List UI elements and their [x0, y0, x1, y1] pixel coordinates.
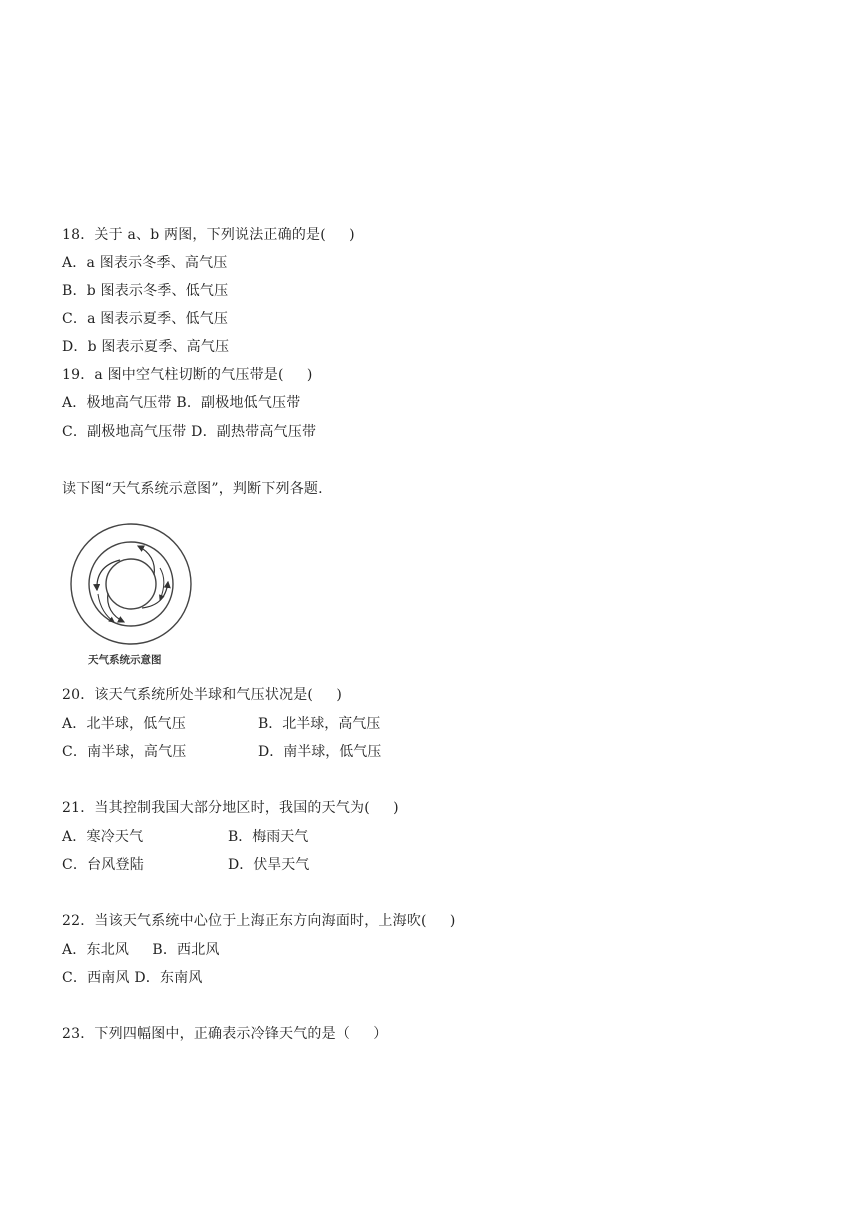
q18-option-a: A．a 图表示冬季、高气压 — [62, 255, 228, 271]
q22-stem: 22．当该天气系统中心位于上海正东方向海面时，上海吹( ) — [62, 913, 456, 929]
q21-option-b: B．梅雨天气 — [228, 829, 309, 845]
q18-stem: 18．关于 a、b 两图，下列说法正确的是( ) — [62, 227, 355, 243]
q19-stem: 19．a 图中空气柱切断的气压带是( ) — [62, 367, 313, 383]
middle-isobar — [89, 542, 173, 626]
q22-options-cd: C．西南风 D．东南风 — [62, 970, 203, 986]
weather-system-figure — [62, 518, 202, 668]
q19-options-ab: A．极地高气压带 B．副极地低气压带 — [62, 395, 301, 411]
q18-option-b: B．b 图表示冬季、低气压 — [62, 283, 229, 299]
q21-stem: 21．当其控制我国大部分地区时，我国的天气为( ) — [62, 800, 399, 816]
q21-option-d: D．伏旱天气 — [228, 857, 310, 873]
q20-option-a: A．北半球，低气压 — [62, 716, 186, 732]
q20-option-b: B．北半球，高气压 — [258, 716, 381, 732]
q20-option-c: C．南半球，高气压 — [62, 744, 187, 760]
figure-intro: 读下图“天气系统示意图”，判断下列各题. — [62, 481, 323, 497]
q20-stem: 20．该天气系统所处半球和气压状况是( ) — [62, 687, 342, 703]
q18-option-d: D．b 图表示夏季、高气压 — [62, 339, 230, 355]
q22-options-ab: A．东北风 B．西北风 — [62, 942, 220, 958]
q18-option-c: C．a 图表示夏季、低气压 — [62, 311, 229, 327]
q19-options-cd: C．副极地高气压带 D．副热带高气压带 — [62, 424, 317, 440]
q21-option-a: A．寒冷天气 — [62, 829, 144, 845]
q21-option-c: C．台风登陆 — [62, 857, 144, 873]
wind-arrow-e — [160, 568, 164, 600]
weather-system-diagram — [62, 518, 202, 650]
figure-caption: 天气系统示意图 — [88, 654, 162, 666]
q20-option-d: D．南半球，低气压 — [258, 744, 382, 760]
wind-arrow-nw — [97, 560, 120, 590]
q23-stem: 23．下列四幅图中，正确表示冷锋天气的是（ ） — [62, 1026, 388, 1042]
inner-isobar — [106, 559, 156, 609]
